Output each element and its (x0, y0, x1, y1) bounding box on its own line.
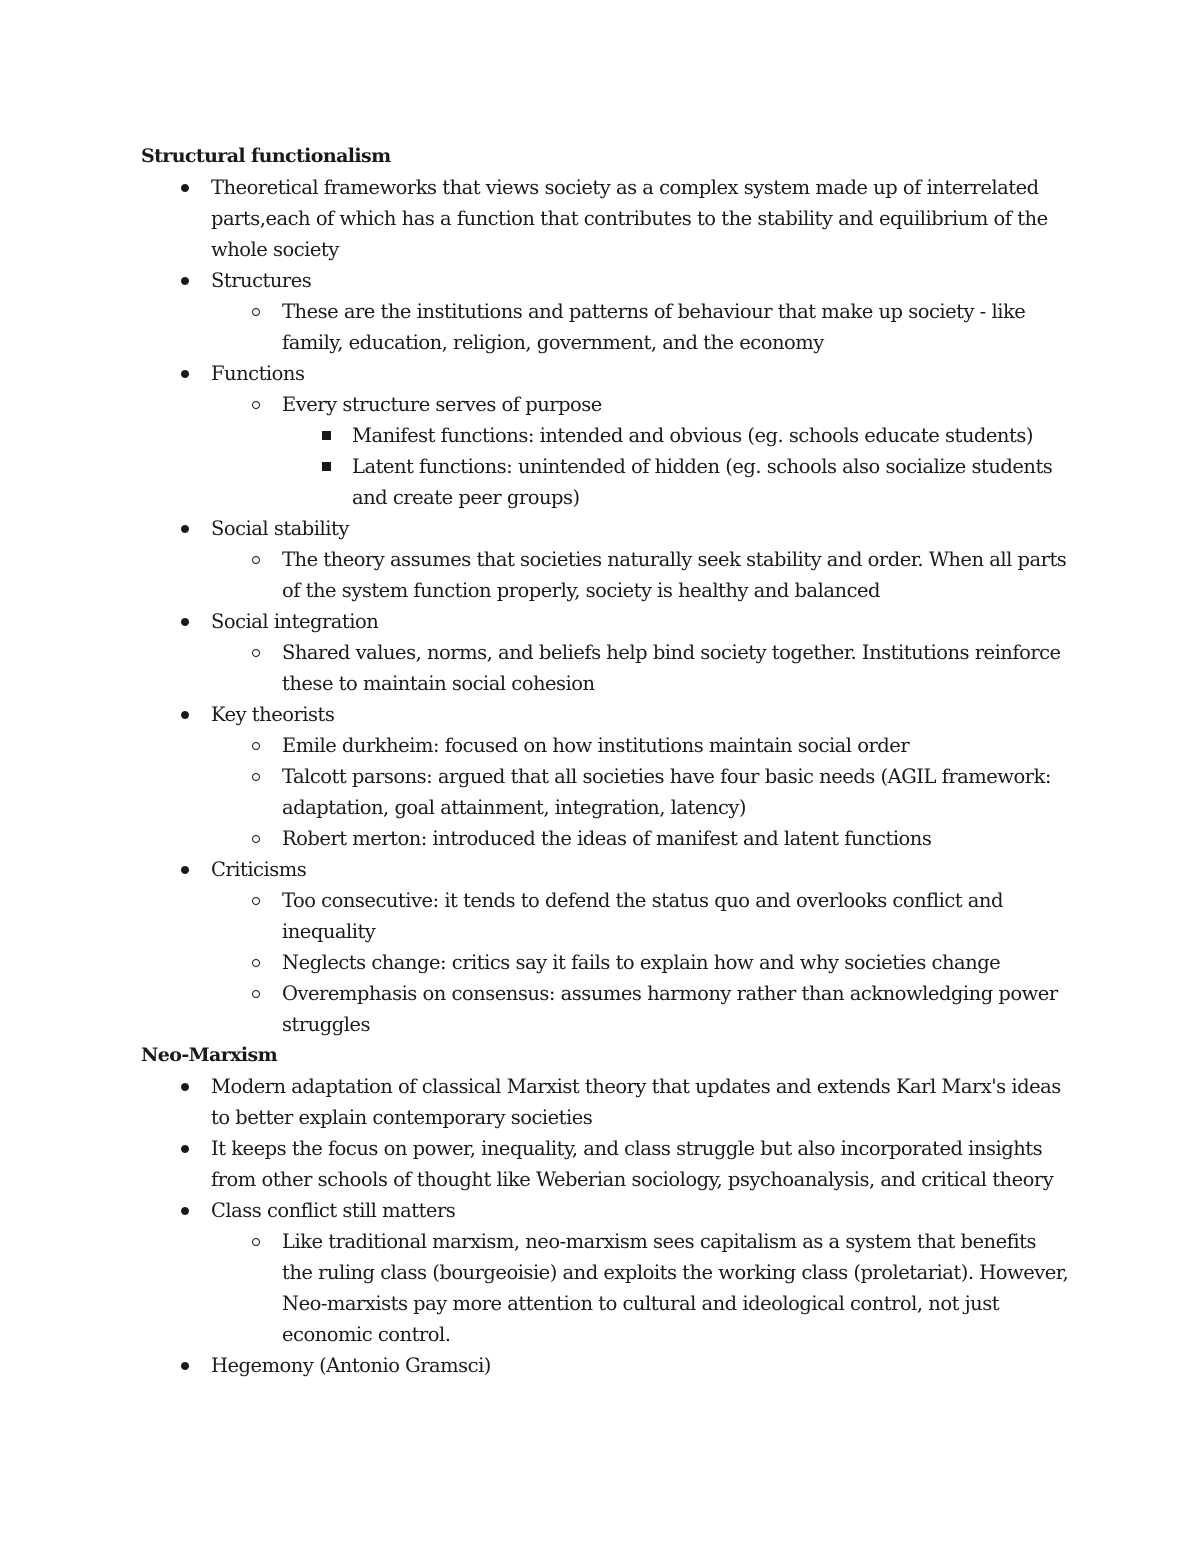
list-item-text: These are the institutions and patterns of behaviour that make up society - like family, education, religion, government, and the economy (282, 300, 1026, 354)
bullet-icon (177, 854, 193, 885)
hollow-bullet-icon (248, 637, 264, 668)
hollow-bullet-icon (248, 389, 264, 420)
list-item-text: Modern adaptation of classical Marxist theory that updates and extends Karl Marx's ideas to better explain contemporary societies (211, 1075, 1061, 1129)
hollow-bullet-icon (248, 1226, 264, 1257)
list-item-text: Class conflict still matters (211, 1199, 456, 1222)
list-item (141, 296, 1071, 358)
list-item-text: Too consecutive: it tends to defend the status quo and overlooks conflict and inequality (282, 889, 1003, 943)
list-item-text: Criticisms (211, 858, 307, 881)
bullet-icon (177, 699, 193, 730)
bullet-icon (177, 1071, 193, 1102)
list-item (141, 606, 1071, 637)
list-item (141, 513, 1071, 544)
list-item-text: Every structure serves of purpose (282, 393, 602, 416)
list-item-text: Latent functions: unintended of hidden (eg. schools also socialize students and create peer groups) (352, 455, 1053, 509)
bullet-icon (177, 265, 193, 296)
hollow-bullet-icon (248, 296, 264, 327)
section-heading: Structural functionalism (141, 145, 391, 167)
list-item (141, 947, 1071, 978)
list-item-text: Manifest functions: intended and obvious (eg. schools educate students) (352, 424, 1033, 447)
list-item (141, 885, 1071, 947)
list-item (141, 358, 1071, 389)
list-item (141, 544, 1071, 606)
bullet-icon (177, 358, 193, 389)
list-item-text: Key theorists (211, 703, 335, 726)
bullet-icon (177, 606, 193, 637)
square-bullet-icon (318, 451, 334, 482)
list-item-text: Structures (211, 269, 312, 292)
list-item-text: It keeps the focus on power, inequality, and class struggle but also incorporated insights from other schools of thought like Weberian sociology, psychoanalysis, and critical theory (211, 1137, 1054, 1191)
list-item (141, 389, 1071, 420)
square-bullet-icon (318, 420, 334, 451)
list-item (141, 451, 1071, 513)
list-item-text: Like traditional marxism, neo-marxism sees capitalism as a system that benefits the ruling class (bourgeoisie) and exploits the working class (proletariat). However, Neo-marxists pay more attention to cultural and ideological control, not just economic control. (282, 1230, 1069, 1346)
list-item-text: Social integration (211, 610, 379, 633)
bullet-icon (177, 513, 193, 544)
list-item (141, 420, 1071, 451)
list-item-text: Neglects change: critics say it fails to explain how and why societies change (282, 951, 1001, 974)
list-item (141, 265, 1071, 296)
list-item-text: Theoretical frameworks that views society as a complex system made up of interrelated parts,each of which has a function that contributes to the stability and equilibrium of the whole society (211, 176, 1048, 261)
list-item (141, 1071, 1071, 1133)
section-heading: Neo-Marxism (141, 1044, 278, 1066)
list-item-text: Shared values, norms, and beliefs help bind society together. Institutions reinforce these to maintain social cohesion (282, 641, 1061, 695)
list-item (141, 699, 1071, 730)
list-item-text: Overemphasis on consensus: assumes harmony rather than acknowledging power struggles (282, 982, 1058, 1036)
list-item-text: Hegemony (Antonio Gramsci) (211, 1354, 491, 1377)
bullet-icon (177, 1133, 193, 1164)
hollow-bullet-icon (248, 823, 264, 854)
list-item (141, 823, 1071, 854)
list-item (141, 1133, 1071, 1195)
list-item (141, 761, 1071, 823)
list-item (141, 854, 1071, 885)
list-item-text: The theory assumes that societies naturally seek stability and order. When all parts of the system function properly, society is healthy and balanced (282, 548, 1067, 602)
list-item (141, 637, 1071, 699)
list-item (141, 978, 1071, 1040)
list-item (141, 1195, 1071, 1226)
list-item (141, 1350, 1071, 1381)
list-item (141, 730, 1071, 761)
list-item-text: Functions (211, 362, 305, 385)
hollow-bullet-icon (248, 947, 264, 978)
hollow-bullet-icon (248, 761, 264, 792)
list-item (141, 1226, 1071, 1350)
bullet-icon (177, 1350, 193, 1381)
list-item (141, 172, 1071, 265)
list-item-text: Emile durkheim: focused on how institutions maintain social order (282, 734, 910, 757)
document-page (141, 141, 1071, 1381)
hollow-bullet-icon (248, 544, 264, 575)
hollow-bullet-icon (248, 885, 264, 916)
list-item-text: Robert merton: introduced the ideas of manifest and latent functions (282, 827, 932, 850)
list-item-text: Social stability (211, 517, 349, 540)
hollow-bullet-icon (248, 730, 264, 761)
bullet-icon (177, 1195, 193, 1226)
bullet-icon (177, 172, 193, 203)
hollow-bullet-icon (248, 978, 264, 1009)
list-item-text: Talcott parsons: argued that all societies have four basic needs (AGIL framework: adaptation, goal attainment, integration, latency) (282, 765, 1051, 819)
